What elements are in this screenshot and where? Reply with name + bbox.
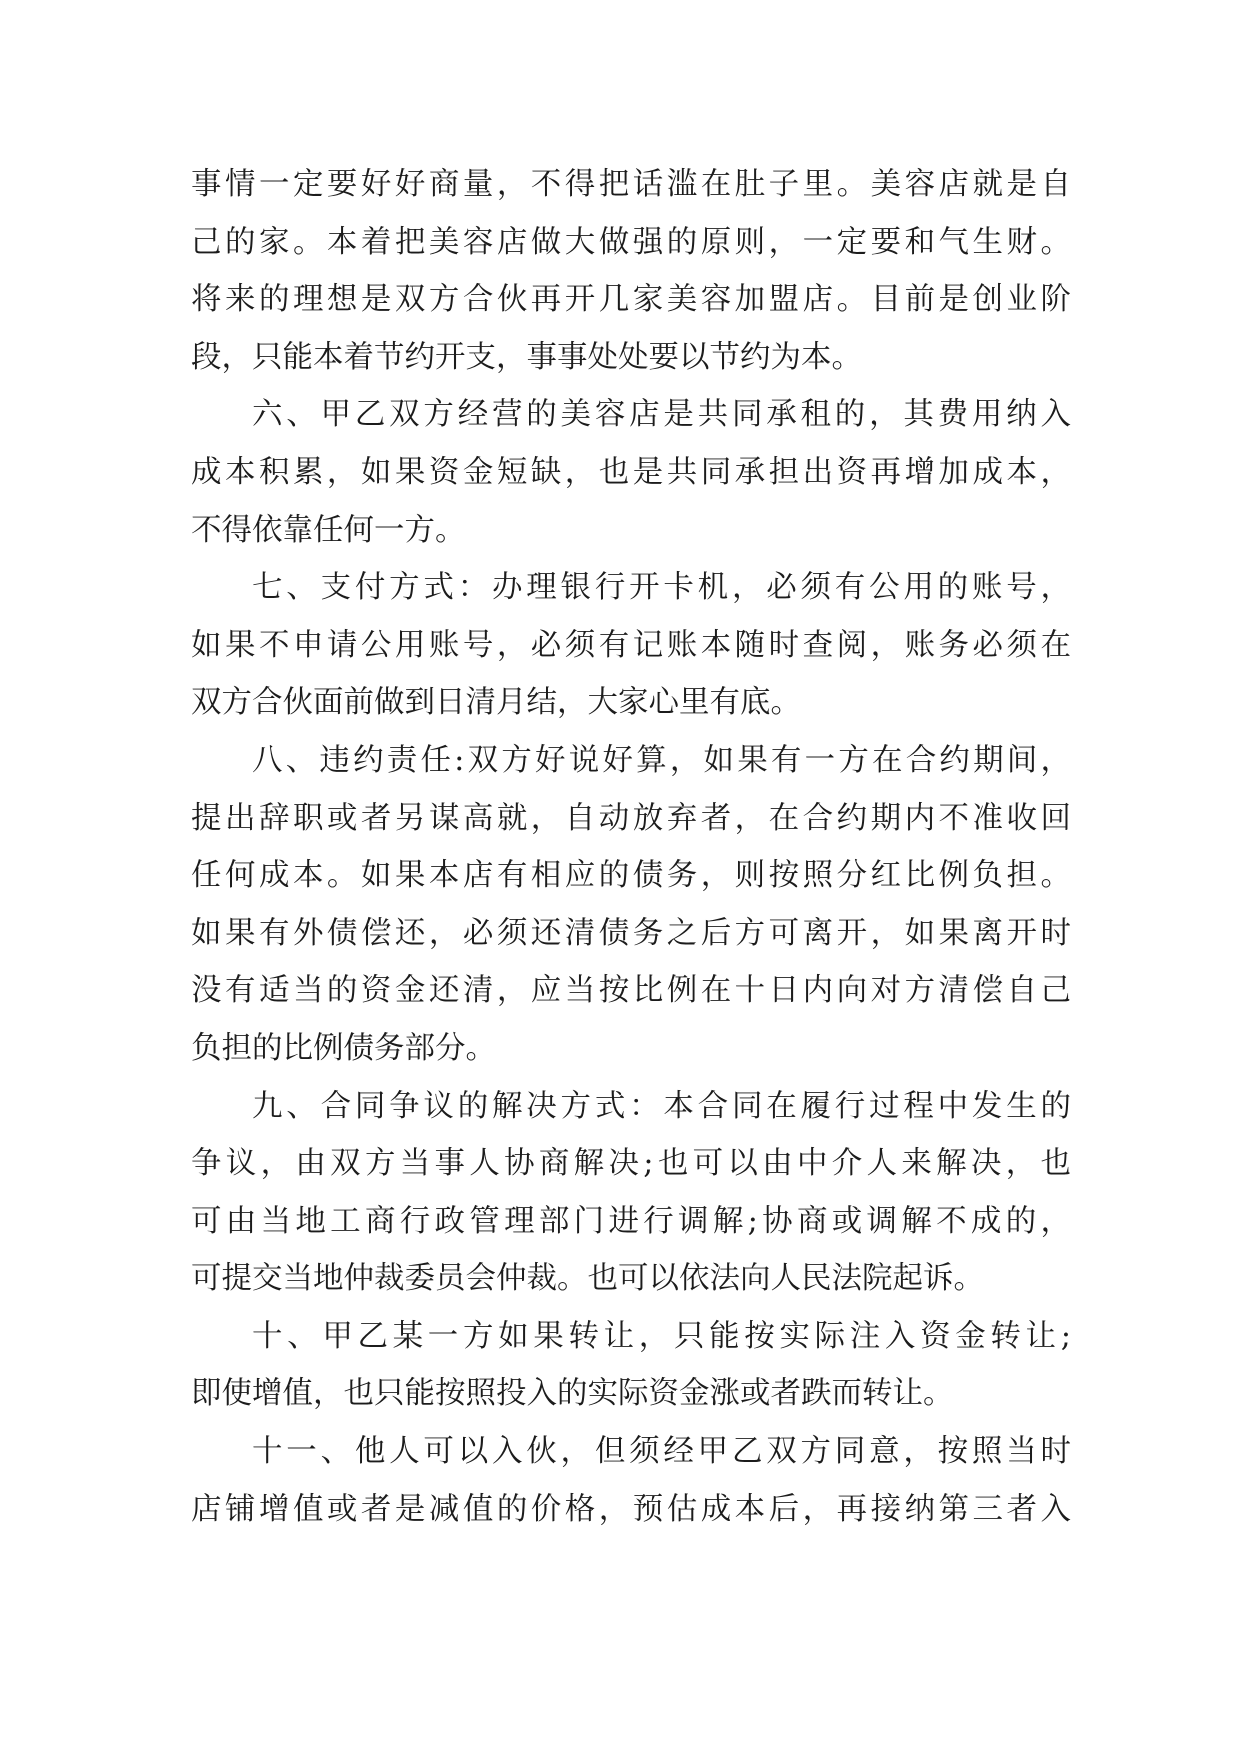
text-line: 提出辞职或者另谋高就，自动放弃者，在合约期内不准收回 bbox=[191, 800, 1071, 836]
text-line: 可由当地工商行政管理部门进行调解;协商或调解不成的， bbox=[191, 1203, 1071, 1239]
text-line: 任何成本。如果本店有相应的债务，则按照分红比例负担。 bbox=[191, 858, 1071, 894]
text-line: 争议，由双方当事人协商解决;也可以由中介人来解决，也 bbox=[191, 1146, 1071, 1182]
text-line: 八、违约责任:双方好说好算，如果有一方在合约期间， bbox=[252, 742, 1071, 778]
text-line: 事情一定要好好商量，不得把话滥在肚子里。美容店就是自 bbox=[191, 167, 1071, 202]
text-line: 可提交当地仲裁委员会仲裁。也可以依法向人民法院起诉。 bbox=[191, 1261, 984, 1297]
text-line: 即使增值，也只能按照投入的实际资金涨或者跌而转让。 bbox=[191, 1376, 954, 1412]
text-line: 七、支付方式：办理银行开卡机，必须有公用的账号， bbox=[252, 570, 1071, 606]
text-line: 双方合伙面前做到日清月结，大家心里有底。 bbox=[191, 685, 801, 721]
text-line: 六、甲乙双方经营的美容店是共同承租的，其费用纳入 bbox=[252, 397, 1071, 433]
text-line: 段，只能本着节约开支，事事处处要以节约为本。 bbox=[191, 339, 862, 375]
text-line: 九、合同争议的解决方式：本合同在履行过程中发生的 bbox=[252, 1088, 1071, 1124]
text-line: 将来的理想是双方合伙再开几家美容加盟店。目前是创业阶 bbox=[191, 282, 1071, 318]
text-line: 如果不申请公用账号，必须有记账本随时查阅，账务必须在 bbox=[191, 627, 1071, 663]
text-line: 十、甲乙某一方如果转让，只能按实际注入资金转让; bbox=[252, 1318, 1071, 1354]
text-line: 十一、他人可以入伙，但须经甲乙双方同意，按照当时 bbox=[252, 1434, 1071, 1470]
text-line: 成本积累，如果资金短缺，也是共同承担出资再增加成本， bbox=[191, 454, 1071, 490]
document-body bbox=[191, 156, 1071, 1538]
text-line: 没有适当的资金还清，应当按比例在十日内向对方清偿自己 bbox=[191, 973, 1071, 1009]
text-line: 如果有外债偿还，必须还清债务之后方可离开，如果离开时 bbox=[191, 915, 1071, 951]
text-line: 负担的比例债务部分。 bbox=[191, 1030, 496, 1066]
text-line: 不得依靠任何一方。 bbox=[191, 512, 466, 548]
text-line: 己的家。本着把美容店做大做强的原则，一定要和气生财。 bbox=[191, 224, 1071, 260]
text-line: 店铺增值或者是减值的价格，预估成本后，再接纳第三者入 bbox=[191, 1491, 1071, 1527]
